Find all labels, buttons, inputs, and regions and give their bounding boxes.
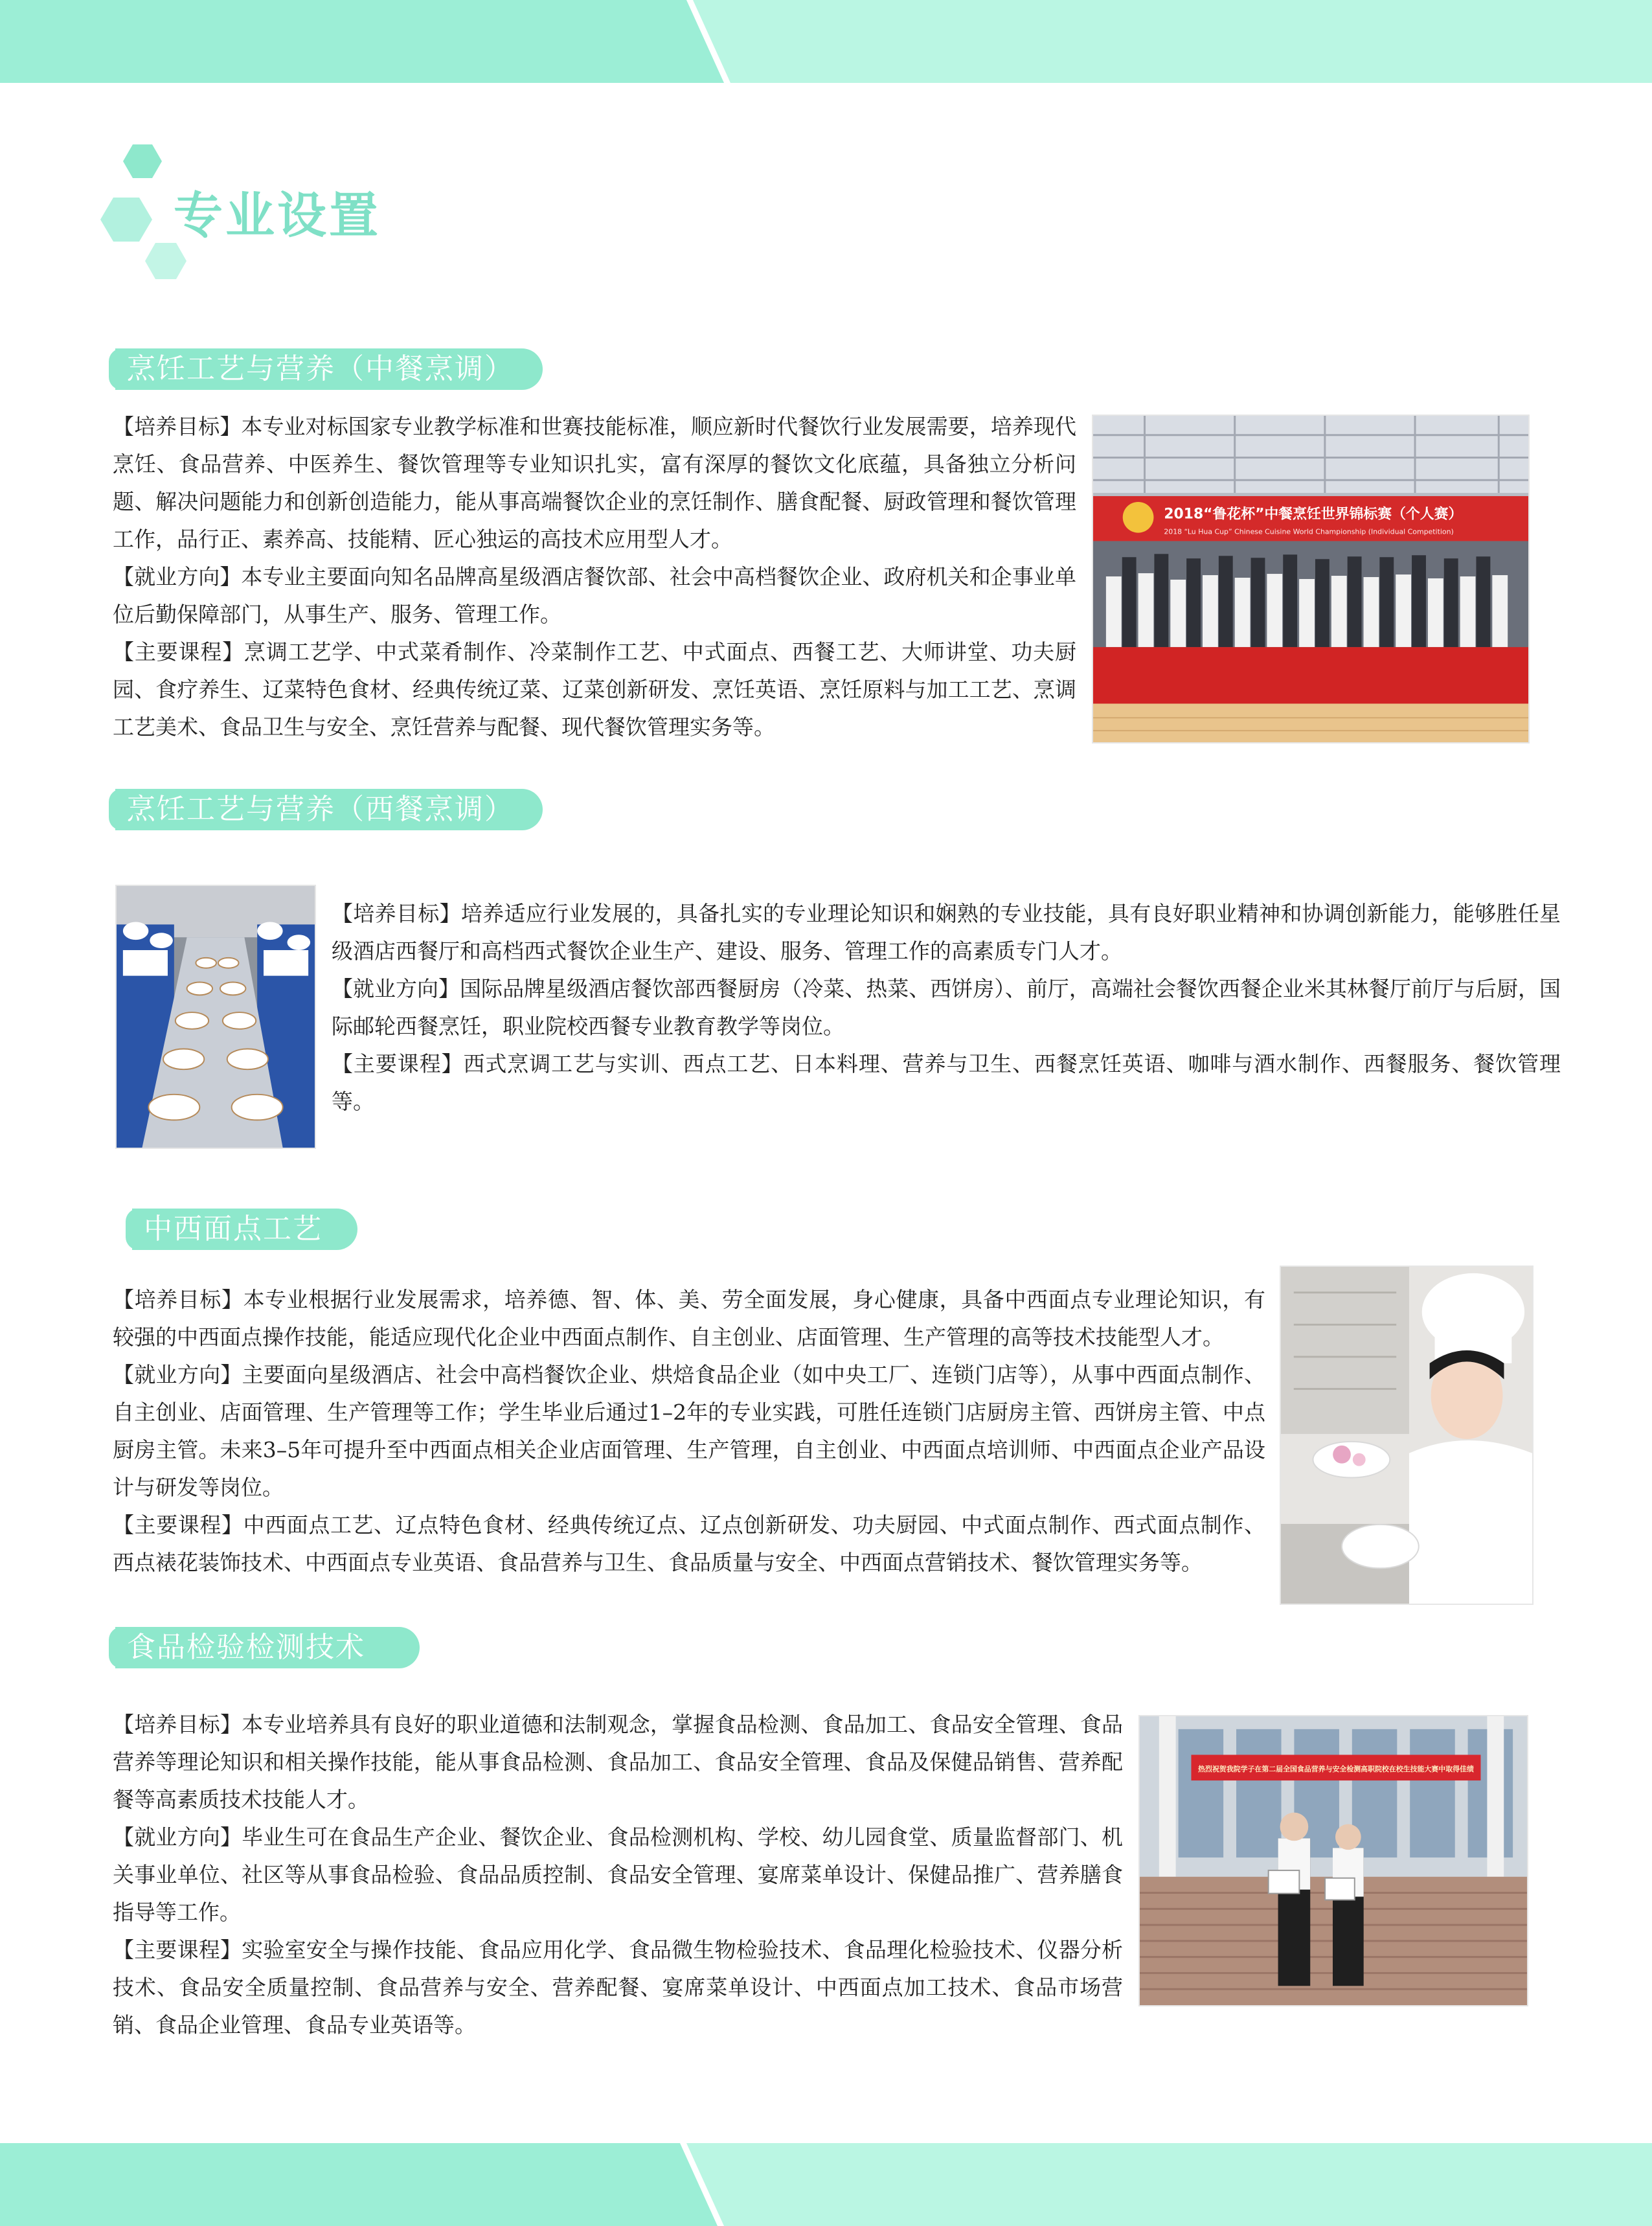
section-text-chinese-cuisine [113, 408, 1076, 746]
section-heading-food-inspection: 食品检验检测技术 [115, 1627, 420, 1668]
section-heading-chinese-cuisine: 烹饪工艺与营养（中餐烹调） [115, 348, 543, 390]
western-kitchen-photo [115, 885, 316, 1149]
employment-paragraph: 【就业方向】毕业生可在食品生产企业、餐饮企业、食品检测机构、学校、幼儿园食堂、质量监督部门、机关事业单位、社区等从事食品检验、食品品质控制、食品安全管理、宴席菜单设计、保健品推广、营养膳食指导等工作。 [113, 1824, 1123, 1925]
courses-paragraph: 【主要课程】实验室安全与操作技能、食品应用化学、食品微生物检验技术、食品理化检验技术、仪器分析技术、食品安全质量控制、食品营养与安全、营养配餐、宴席菜单设计、中西面点加工技术、食品市场营销、食品企业管理、食品专业英语等。 [113, 1937, 1123, 2038]
section-heading-western-cuisine: 烹饪工艺与营养（西餐烹调） [115, 789, 543, 830]
employment-paragraph: 【就业方向】本专业主要面向知名品牌高星级酒店餐饮部、社会中高档餐饮企业、政府机关和企事业单位后勤保障部门，从事生产、服务、管理工作。 [113, 564, 1076, 627]
top-decor-band [0, 0, 1652, 83]
bottom-decor-band [0, 2143, 1652, 2226]
competition-group-photo [1092, 415, 1530, 744]
employment-paragraph: 【就业方向】主要面向星级酒店、社会中高档餐饮企业、烘焙食品企业（如中央工厂、连锁门店等），从事中西面点制作、自主创业、店面管理、生产管理等工作；学生毕业后通过1–2年的专业实践，可胜任连锁门店厨房主管、西饼房主管、中点厨房主管。未来3–5年可提升至中西面点相关企业店面管理、生产管理，自主创业、中西面点培训师、中西面点企业产品设计与研发等岗位。 [113, 1362, 1265, 1500]
training-goal-paragraph: 【培养目标】本专业对标国家专业教学标准和世赛技能标准，顺应新时代餐饮行业发展需要，培养现代烹饪、食品营养、中医养生、餐饮管理等专业知识扎实，富有深厚的餐饮文化底蕴，具备独立分析问题、解决问题能力和创新创造能力，能从事高端餐饮企业的烹饪制作、膳食配餐、厨政管理和餐饮管理工作，品行正、素养高、技能精、匠心独运的高技术应用型人才。 [113, 414, 1076, 552]
courses-paragraph: 【主要课程】烹调工艺学、中式菜肴制作、冷菜制作工艺、中式面点、西餐工艺、大师讲堂、功夫厨园、食疗养生、辽菜特色食材、经典传统辽菜、辽菜创新研发、烹饪英语、烹饪原料与加工工艺、烹调工艺美术、食品卫生与安全、烹饪营养与配餐、现代餐饮管理实务等。 [113, 639, 1076, 740]
training-goal-paragraph: 【培养目标】本专业根据行业发展需求，培养德、智、体、美、劳全面发展，身心健康，具备中西面点专业理论知识，有较强的中西面点操作技能，能适应现代化企业中西面点制作、自主创业、店面管理、生产管理的高等技术技能型人才。 [113, 1287, 1265, 1350]
section-text-western-cuisine [332, 895, 1561, 1120]
training-goal-paragraph: 【培养目标】本专业培养具有良好的职业道德和法制观念，掌握食品检测、食品加工、食品安全管理、食品营养等理论知识和相关操作技能，能从事食品检测、食品加工、食品安全管理、食品及保健品销售、营养配餐等高素质技术技能人才。 [113, 1712, 1123, 1812]
competition-banner-title: 2018“鲁花杯”中餐烹饪世界锦标赛（个人赛） [1164, 506, 1463, 523]
employment-paragraph: 【就业方向】国际品牌星级酒店餐饮部西餐厨房（冷菜、热菜、西饼房）、前厅，高端社会餐饮西餐企业米其林餐厅前厅与后厨，国际邮轮西餐烹饪，职业院校西餐专业教育教学等岗位。 [332, 976, 1561, 1039]
section-text-food-inspection [113, 1706, 1123, 2044]
courses-paragraph: 【主要课程】中西面点工艺、辽点特色食材、经典传统辽点、辽点创新研发、功夫厨园、中式面点制作、西式面点制作、西点裱花装饰技术、中西面点专业英语、食品营养与卫生、食品质量与安全、中西面点营销技术、餐饮管理实务等。 [113, 1512, 1265, 1575]
training-goal-paragraph: 【培养目标】培养适应行业发展的，具备扎实的专业理论知识和娴熟的专业技能，具有良好职业精神和协调创新能力，能够胜任星级酒店西餐厅和高档西式餐饮企业生产、建设、服务、管理工作的高素质专门人才。 [332, 901, 1561, 964]
award-banner-text: 热烈祝贺我院学子在第二届全国食品营养与安全检测高职院校在校生技能大赛中取得佳绩 [1198, 1765, 1474, 1774]
pastry-chef-photo [1280, 1266, 1533, 1605]
award-students-photo [1138, 1715, 1528, 2006]
competition-banner-subtitle: 2018 “Lu Hua Cup” Chinese Cuisine World Championship (Individual Competition) [1164, 527, 1454, 536]
courses-paragraph: 【主要课程】西式烹调工艺与实训、西点工艺、日本料理、营养与卫生、西餐烹饪英语、咖啡与酒水制作、西餐服务、餐饮管理等。 [332, 1051, 1561, 1114]
section-heading-pastry: 中西面点工艺 [132, 1209, 357, 1250]
page-title: 专业设置 [174, 187, 381, 244]
section-text-pastry [113, 1281, 1265, 1582]
